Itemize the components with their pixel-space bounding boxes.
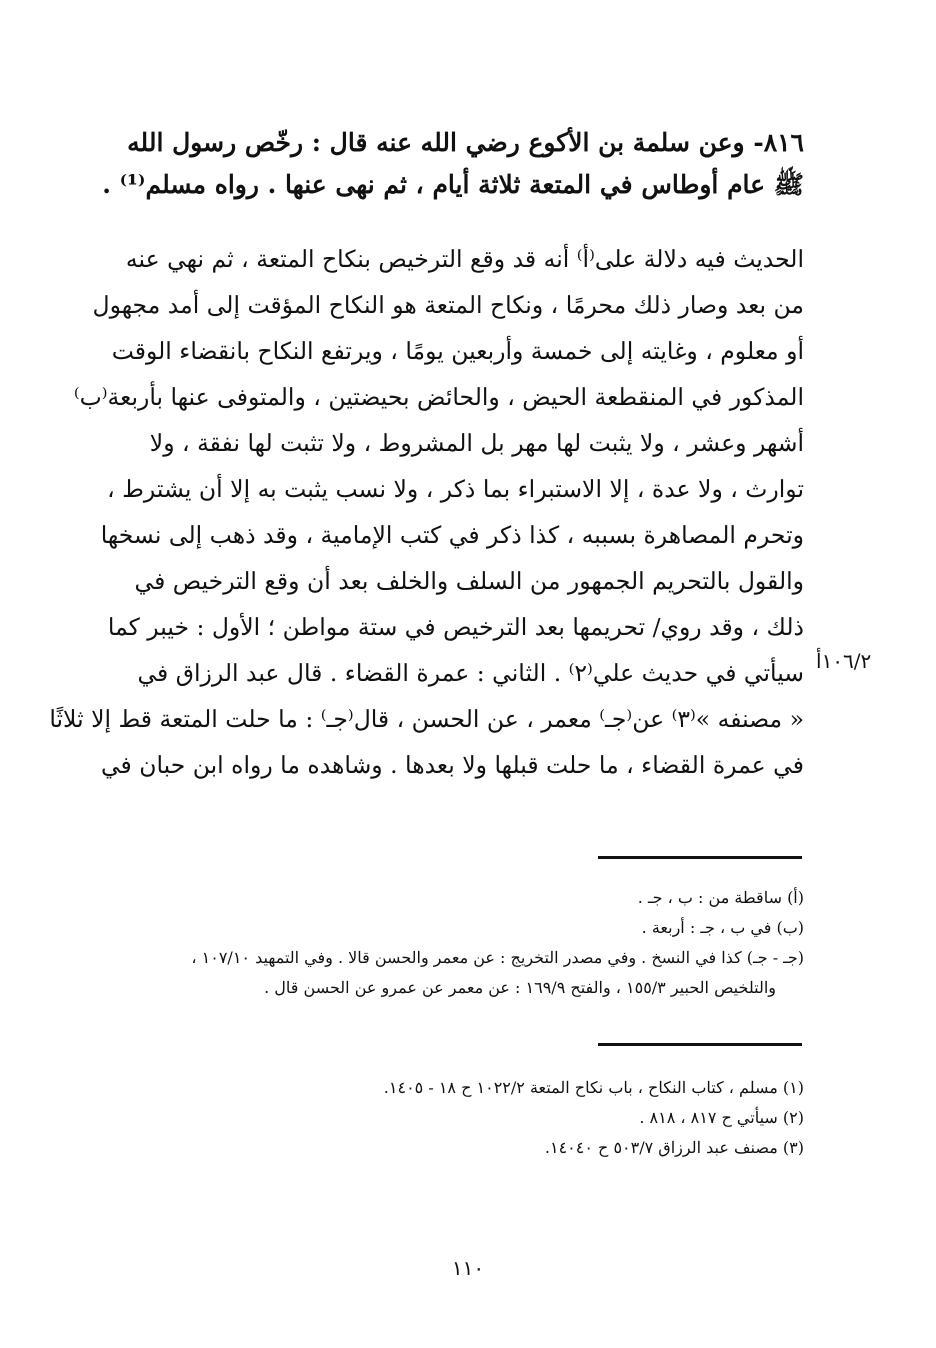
commentary-line: ذلك ، وقد روي/ تحريمها بعد الترخيص في ستة مواطن ؛ الأول : خيبر كما (107, 613, 804, 641)
commentary-line: من بعد وصار ذلك محرمًا ، ونكاح المتعة هو النكاح المؤقت إلى أمد مجهول (92, 291, 804, 319)
commentary-line: سيأتي في حديث علي⁽٢⁾ . الثاني : عمرة القضاء . قال عبد الرزاق في (137, 659, 804, 687)
source-footnotes (124, 1073, 804, 1163)
commentary-line: الحديث فيه دلالة على⁽أ⁾ أنه قد وقع الترخيص بنكاح المتعة ، ثم نهي عنه (125, 245, 804, 273)
variant-footnotes (124, 883, 804, 1003)
commentary-line: أو معلوم ، وغايته إلى خمسة وأربعين يومًا ، ويرتفع النكاح بانقضاء الوقت (111, 337, 804, 365)
footnote-divider (598, 856, 802, 859)
footnote-divider (598, 1043, 802, 1046)
commentary-line: والقول بالتحريم الجمهور من السلف والخلف بعد أن وقع الترخيص في (134, 567, 804, 595)
commentary-line: في عمرة القضاء ، ما حلت قبلها ولا بعدها . وشاهده ما رواه ابن حبان في (100, 751, 804, 779)
hadith-text (102, 122, 804, 206)
commentary-text (49, 236, 804, 788)
commentary-line: أشهر وعشر ، ولا يثبت لها مهر بل المشروط ، ولا تثبت لها نفقة ، ولا (149, 429, 804, 457)
page-number: ١١٠ (451, 1256, 485, 1280)
hadith-line: ٨١٦- وعن سلمة بن الأكوع رضي الله عنه قال : رخّص رسول الله (127, 128, 804, 157)
footnote-line: والتلخيص الحبير ١٥٥/٣ ، والفتح ١٦٩/٩ : عن معمر عن عمرو عن الحسن قال . (264, 978, 776, 997)
hadith-line: ﷺ عام أوطاس في المتعة ثلاثة أيام ، ثم نهى عنها . رواه مسلم⁽¹⁾ . (102, 170, 804, 199)
commentary-line: وتحرم المصاهرة بسببه ، كذا ذكر في كتب الإمامية ، وقد ذهب إلى نسخها (100, 521, 804, 549)
manuscript-folio-marker: ١٠٦/٢أ (816, 649, 872, 673)
commentary-line: « مصنفه »⁽٣⁾ عن⁽جـ⁾ معمر ، عن الحسن ، قال⁽جـ⁾ : ما حلت المتعة قط إلا ثلاثًا (49, 705, 804, 733)
footnote-line: (٣) مصنف عبد الرزاق ٥٠٣/٧ ح ١٤٠٤٠. (544, 1138, 804, 1157)
commentary-line: المذكور في المنقطعة الحيض ، والحائض بحيضتين ، والمتوفى عنها بأربعة⁽ب⁾ (73, 383, 804, 411)
footnote-line: (١) مسلم ، كتاب النكاح ، باب نكاح المتعة ١٠٢٢/٢ ح ١٨ - ١٤٠٥. (383, 1078, 804, 1097)
footnote-line: (ب) في ب ، جـ : أربعة . (641, 918, 804, 937)
footnote-line: (٢) سيأتي ح ٨١٧ ، ٨١٨ . (639, 1108, 804, 1127)
commentary-line: توارث ، ولا عدة ، إلا الاستبراء بما ذكر ، ولا نسب يثبت به إلا أن يشترط ، (107, 475, 804, 503)
footnote-line: (جـ - جـ) كذا في النسخ . وفي مصدر التخريج : عن معمر والحسن قالا . وفي التمهيد ١٠٧/١٠ ، (191, 948, 804, 967)
footnote-line: (أ) ساقطة من : ب ، جـ . (637, 888, 804, 907)
